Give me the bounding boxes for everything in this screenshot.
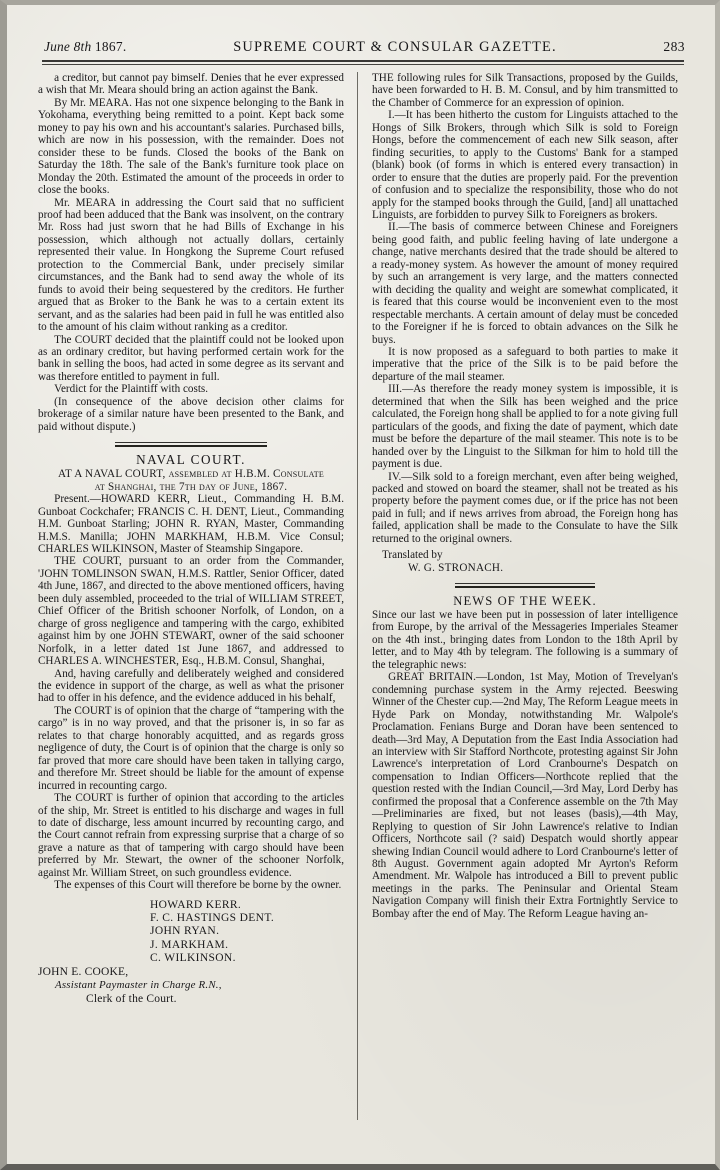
issue-date: June 8th 1867. bbox=[44, 39, 127, 54]
paragraph: (In consequence of the above decision other claims for brokerage of a similar nature have been presented to the Bank, and paid without dispute.) bbox=[38, 395, 344, 433]
masthead-rule bbox=[42, 60, 684, 65]
translation-credit bbox=[372, 549, 678, 574]
signature: JOHN RYAN. bbox=[150, 925, 220, 938]
paragraph: Verdict for the Plaintiff with costs. bbox=[54, 383, 209, 396]
column-container bbox=[38, 72, 687, 1120]
right-column bbox=[357, 72, 678, 1120]
paragraph: And, having carefully and deliberately weighed and considered the evidence in support of the charge, as well as what the prisoner had to offer in his defence, and the evidence adduced in his behalf, bbox=[38, 667, 344, 705]
news-of-the-week-heading: NEWS OF THE WEEK. bbox=[453, 593, 597, 608]
convening-line-2: at Shanghai, the 7th day of June, 1867. bbox=[94, 480, 288, 493]
paragraph: The COURT is further of opinion that according to the articles of the ship, Mr. Street is entitled to his discharge and wages in full to date of discharge, less amount incurred by recounting cargo, and the Court cannot refrain from expressing surprise that a charge of so grave a nature as that of tampering with cargo should have been preferred by Mr. Stewart, the owner of the schooner Norfolk, against Mr. William Street, on such groundless evidence. bbox=[38, 792, 344, 879]
section-divider bbox=[455, 583, 595, 587]
signature: J. MARKHAM. bbox=[150, 938, 229, 951]
page-number: 283 bbox=[663, 39, 685, 54]
naval-court-heading: NAVAL COURT. bbox=[136, 451, 246, 467]
signature: HOWARD KERR. bbox=[150, 898, 242, 911]
signature-list bbox=[38, 899, 344, 965]
court-members-paragraph: Present.—HOWARD KERR, Lieut., Commanding H. B.M. Gunboat Cockchafer; FRANCIS C. H. DENT, Lieut., Commanding H.M. Gunboat Starling; JOHN R. RYAN, Master, Commanding H.M.S. Manilla; JOHN MARKHAM, H.B.M. Vice Consul; CHARLES WILKINSON, Master of Steamship Singapore. bbox=[38, 493, 344, 555]
paragraph: III.—As therefore the ready money system is impossible, it is determined that when the Silk has been weighed and the price calculated, the Foreign hong shall be applied to for a note giving full particulars of the goods, and fixing the date of payment, which date must be before the departure of the mail steamer. This note is to be handed over by the Linguist to the Silkman for him to hold till the payment is due. bbox=[372, 383, 678, 471]
clerk-title: Clerk of the Court. bbox=[86, 992, 177, 1005]
paragraph: The COURT decided that the plaintiff could not be looked upon as an ordinary creditor, but having performed certain work for the bank in selling the boos, had acted in some degree as its servant and was therefore entitled to payment in full. bbox=[38, 333, 344, 383]
signature: C. WILKINSON. bbox=[150, 951, 236, 964]
clerk-name: JOHN E. COOKE, bbox=[38, 966, 129, 979]
masthead bbox=[38, 39, 687, 56]
paragraph: By Mr. MEARA. Has not one sixpence belonging to the Bank in Yokohama, everything being remitted to a point. Kept back some money to pay his own and his accountant's salaries. Purchased bills, which are now in his possession, with the remainder. Does not consider these to be funds. Closed the books of the Bank on Saturday the 18th. The sale of the Bank's furniture took place on Monday the 20th. Estimated the amount of the proceeds in order to close the books. bbox=[38, 96, 344, 197]
naval-court-convening-note bbox=[38, 468, 344, 493]
translator-name: W. G. STRONACH. bbox=[408, 561, 504, 574]
page-sheet bbox=[7, 5, 715, 1164]
paragraph: GREAT BRITAIN.—London, 1st May, Motion of Trevelyan's condemning purchase system in the Army rejected. Beeswing Winner of the Chester cup.—2nd May, The Reform League meets in Hyde Park on Monday, notwithstanding Mr. Walpole's Proclamation. Fenians Burge and Doran have been sentenced to death—3rd May, A Deputation from the East India Association had an interview with Sir Stafford Northcote, protesting against Sir John Lawrence's interpretation of Lord Cranbourne's Despatch on compensation to Indian Officers—Northcote replied that the question rested with the Indian Council,—3rd May, Lord Derby has confirmed the proposal that a Conference assemble on the 7th May—Preliminaries are fixed, but not leases (basis),—4th May, Replying to question of Sir John Lawrence's relative to Indian Officers, Northcote sail (? said) Despatch would shortly appear shewing Indian Council would adhere to Lord Cranbourne's letter of 8th August. Government again adopted Mr Ayrton's Reform Amendment. Mr. Walpole has introduced a Bill to prevent public meetings in the parks. The Peninsular and Oriental Steam Navigation Company will finish their Extra Fortnightly Service to Bombay after the end of May. The Reform League having an- bbox=[372, 671, 678, 920]
signature: F. C. HASTINGS DENT. bbox=[150, 911, 275, 924]
convening-line-1: AT A NAVAL COURT, assembled at H.B.M. Consulate bbox=[57, 467, 325, 480]
clerk-role: Assistant Paymaster in Charge R.N., bbox=[55, 979, 222, 992]
paragraph: Mr. MEARA in addressing the Court said that no sufficient proof had been adduced that the Bank was insolvent, on the contrary Mr. Ross had just sworn that he had Bills of Exchange in his possession, which although not actually dollars, certainly represented their value. In Hongkong the Supreme Court refused protection to the Commercial Bank, under precisely similar circumstances, and the Bank had to send away the whole of its funds to avoid their being sequestered by the creditors. He further argued that as Broker to the Bank he was to a certain extent its servant, and as the salaries had been paid in full he was entitled also to the amount of his claim without ranking as a creditor. bbox=[38, 196, 344, 334]
publication-title: SUPREME COURT & CONSULAR GAZETTE. bbox=[233, 39, 557, 55]
naval-court-section-header bbox=[38, 442, 344, 466]
paragraph: I.—It has been hitherto the custom for Linguists attached to the Hongs of Silk Brokers, through which Silk is sold to Foreign Hongs, before the commencement of each new Silk season, after finding securities, to apply to the Customs' Bank for a stamped (blank) book (of forms in which is entered every transaction) in order to ensure that the duties are properly paid. For the prevention of confusion and to specialize the responsibility, those who do not apply for the stamped books through the Guild, [and] all unattached Linguists, are forbidden to purvey Silk to Foreigners as brokers. bbox=[372, 109, 678, 221]
paragraph: II.—The basis of commerce between Chinese and Foreigners being good faith, and public feeling having of late undergone a change, native merchants desired that the trade should be altered to a ready-money system. As however the amount of money required by such an arrangement is very large, and the matters connected with deciding the quality and weight are somewhat complicated, it is feared that this course would be inconvenient even to the most respectable merchants. A certain amount of delay must be conceded to the Foreigner if he is forced to obtain advances on the Silk he buys. bbox=[372, 221, 678, 346]
paragraph: The expenses of this Court will therefore be borne by the owner. bbox=[54, 879, 342, 892]
left-column bbox=[38, 72, 357, 1120]
paragraph: IV.—Silk sold to a foreign merchant, even after being weighed, packed and stowed on board the steamer, shall not be treated as his property before the payment comes due, or if the price has not been paid in full; and if news arrives from abroad, the Foreign hong has failed, application shall be made to the Consulate to have the Silk returned to the original owners. bbox=[372, 470, 678, 545]
section-divider bbox=[115, 442, 267, 446]
paragraph: THE following rules for Silk Transactions, proposed by the Guilds, have been forwarded to H. B. M. Consul, and by him transmitted to the Chamber of Commerce for an expression of opinion. bbox=[372, 72, 678, 109]
news-section-header bbox=[372, 583, 678, 607]
paragraph: Since our last we have been put in possession of later intelligence from Europe, by the arrival of the Messageries Imperiales Steamer on the 4th inst., bringing dates from London to the 18th April by letter, and to May 4th by telegram. The following is a summary of the telegraphic news: bbox=[372, 608, 678, 671]
clerk-signature-block bbox=[38, 966, 344, 1006]
translated-by-label: Translated by bbox=[382, 549, 443, 562]
paragraph: THE COURT, pursuant to an order from the Commander, 'JOHN TOMLINSON SWAN, H.M.S. Rattler, Senior Officer, dated 4th June, 1867, and directed to the above mentioned officers, having been duly assembled, proceeded to the trial of WILLIAM STREET, Chief Officer of the British schooner Norfolk, of London, on a charge of gross negligence and tampering with the cargo, exhibited against him by one JOHN STEWART, owner of the said schooner Norfolk, in a letter dated 1st June 1867, and addressed to CHARLES A. WINCHESTER, Esq., H.B.M. Consul, Shanghai, bbox=[38, 555, 344, 668]
paragraph: The COURT is of opinion that the charge of “tampering with the cargo” is in no way proved, and that the prisoner is, in so far as relates to that charge honorably acquitted, and as regards gross negligence of duty, the Court is of opinion that the charge is only so far proved that more care should have been taken in tallying cargo, and therefore Mr. Street should be liable for the amount of expense incurred in recounting cargo. bbox=[38, 704, 344, 792]
paragraph: a creditor, but cannot pay bimself. Denies that he ever expressed a wish that Mr. Meara should bring an action against the Bank. bbox=[38, 72, 344, 97]
paragraph: It is now proposed as a safeguard to both parties to make it imperative that the price of the Silk is to be paid before the departure of the mail steamer. bbox=[372, 345, 678, 383]
